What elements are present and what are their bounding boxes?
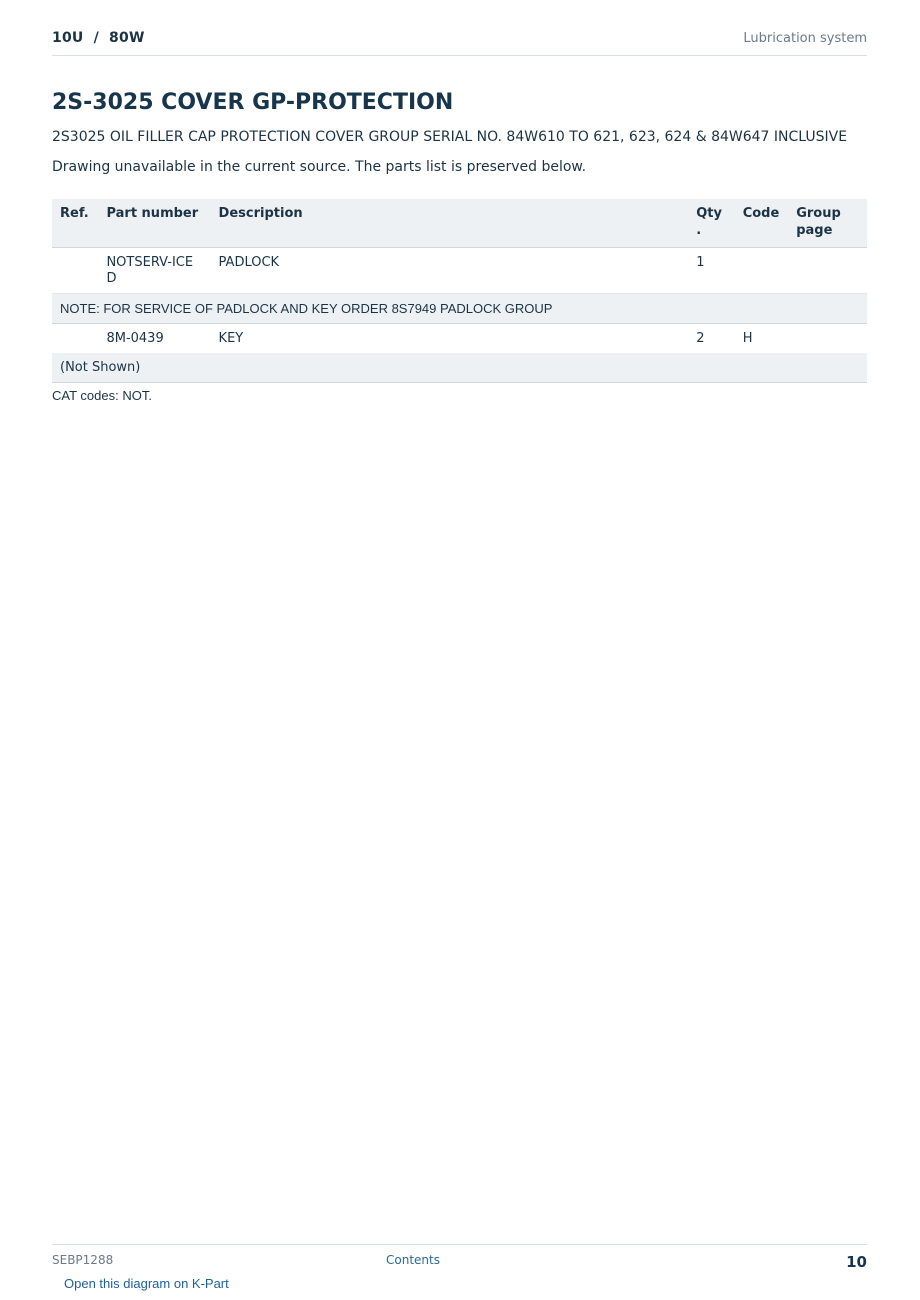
row-part-number: 8M-0439 — [106, 331, 164, 346]
header-description: Description — [211, 199, 689, 248]
header-ref: Ref. — [52, 199, 98, 248]
table-row — [52, 324, 867, 354]
running-header — [52, 28, 867, 56]
service-note: NOTE: FOR SERVICE OF PADLOCK AND KEY ORDER 8S7949 PADLOCK GROUP — [52, 294, 867, 324]
row-description: PADLOCK — [211, 248, 689, 294]
header-qty: Qty . — [688, 199, 734, 248]
parts-table-header-row — [52, 199, 867, 248]
section-name: Lubrication system — [743, 31, 867, 46]
table-row — [52, 248, 867, 294]
page-footer — [52, 1244, 867, 1271]
page-title: 2S-3025 COVER GP-PROTECTION — [52, 90, 454, 115]
table-note-row — [52, 294, 867, 324]
not-shown-note: (Not Shown) — [52, 353, 867, 383]
model-designation: 10U / 80W — [52, 30, 145, 46]
cat-codes: CAT codes: NOT. — [52, 388, 152, 403]
row-description: KEY — [218, 331, 244, 346]
row-group-page — [788, 324, 867, 354]
header-code: Code — [735, 199, 789, 248]
page-number: 10 — [846, 1253, 867, 1271]
row-part-number: NOTSERV-ICE D — [98, 248, 210, 294]
row-code: H — [742, 331, 753, 346]
document-page — [52, 0, 867, 1300]
header-group-page: Group page — [788, 199, 867, 248]
table-note-row — [52, 353, 867, 383]
drawing-unavailable-note: Drawing unavailable in the current source. The parts list is preserved below. — [52, 159, 587, 175]
row-ref — [52, 324, 98, 354]
row-qty: 1 — [688, 248, 734, 294]
header-part-number: Part number — [98, 199, 210, 248]
row-ref — [52, 248, 98, 294]
row-code — [735, 248, 789, 294]
group-description: 2S3025 OIL FILLER CAP PROTECTION COVER GROUP SERIAL NO. 84W610 TO 621, 623, 624 & 84W647 INCLUSIVE — [52, 129, 848, 145]
parts-table — [52, 199, 867, 383]
document-id: SEBP1288 — [52, 1253, 114, 1267]
contents-link[interactable]: Contents — [386, 1253, 440, 1267]
open-in-kpart-link[interactable]: Open this diagram on K-Part — [64, 1276, 229, 1291]
row-group-page — [788, 248, 867, 294]
row-qty: 2 — [696, 331, 705, 346]
